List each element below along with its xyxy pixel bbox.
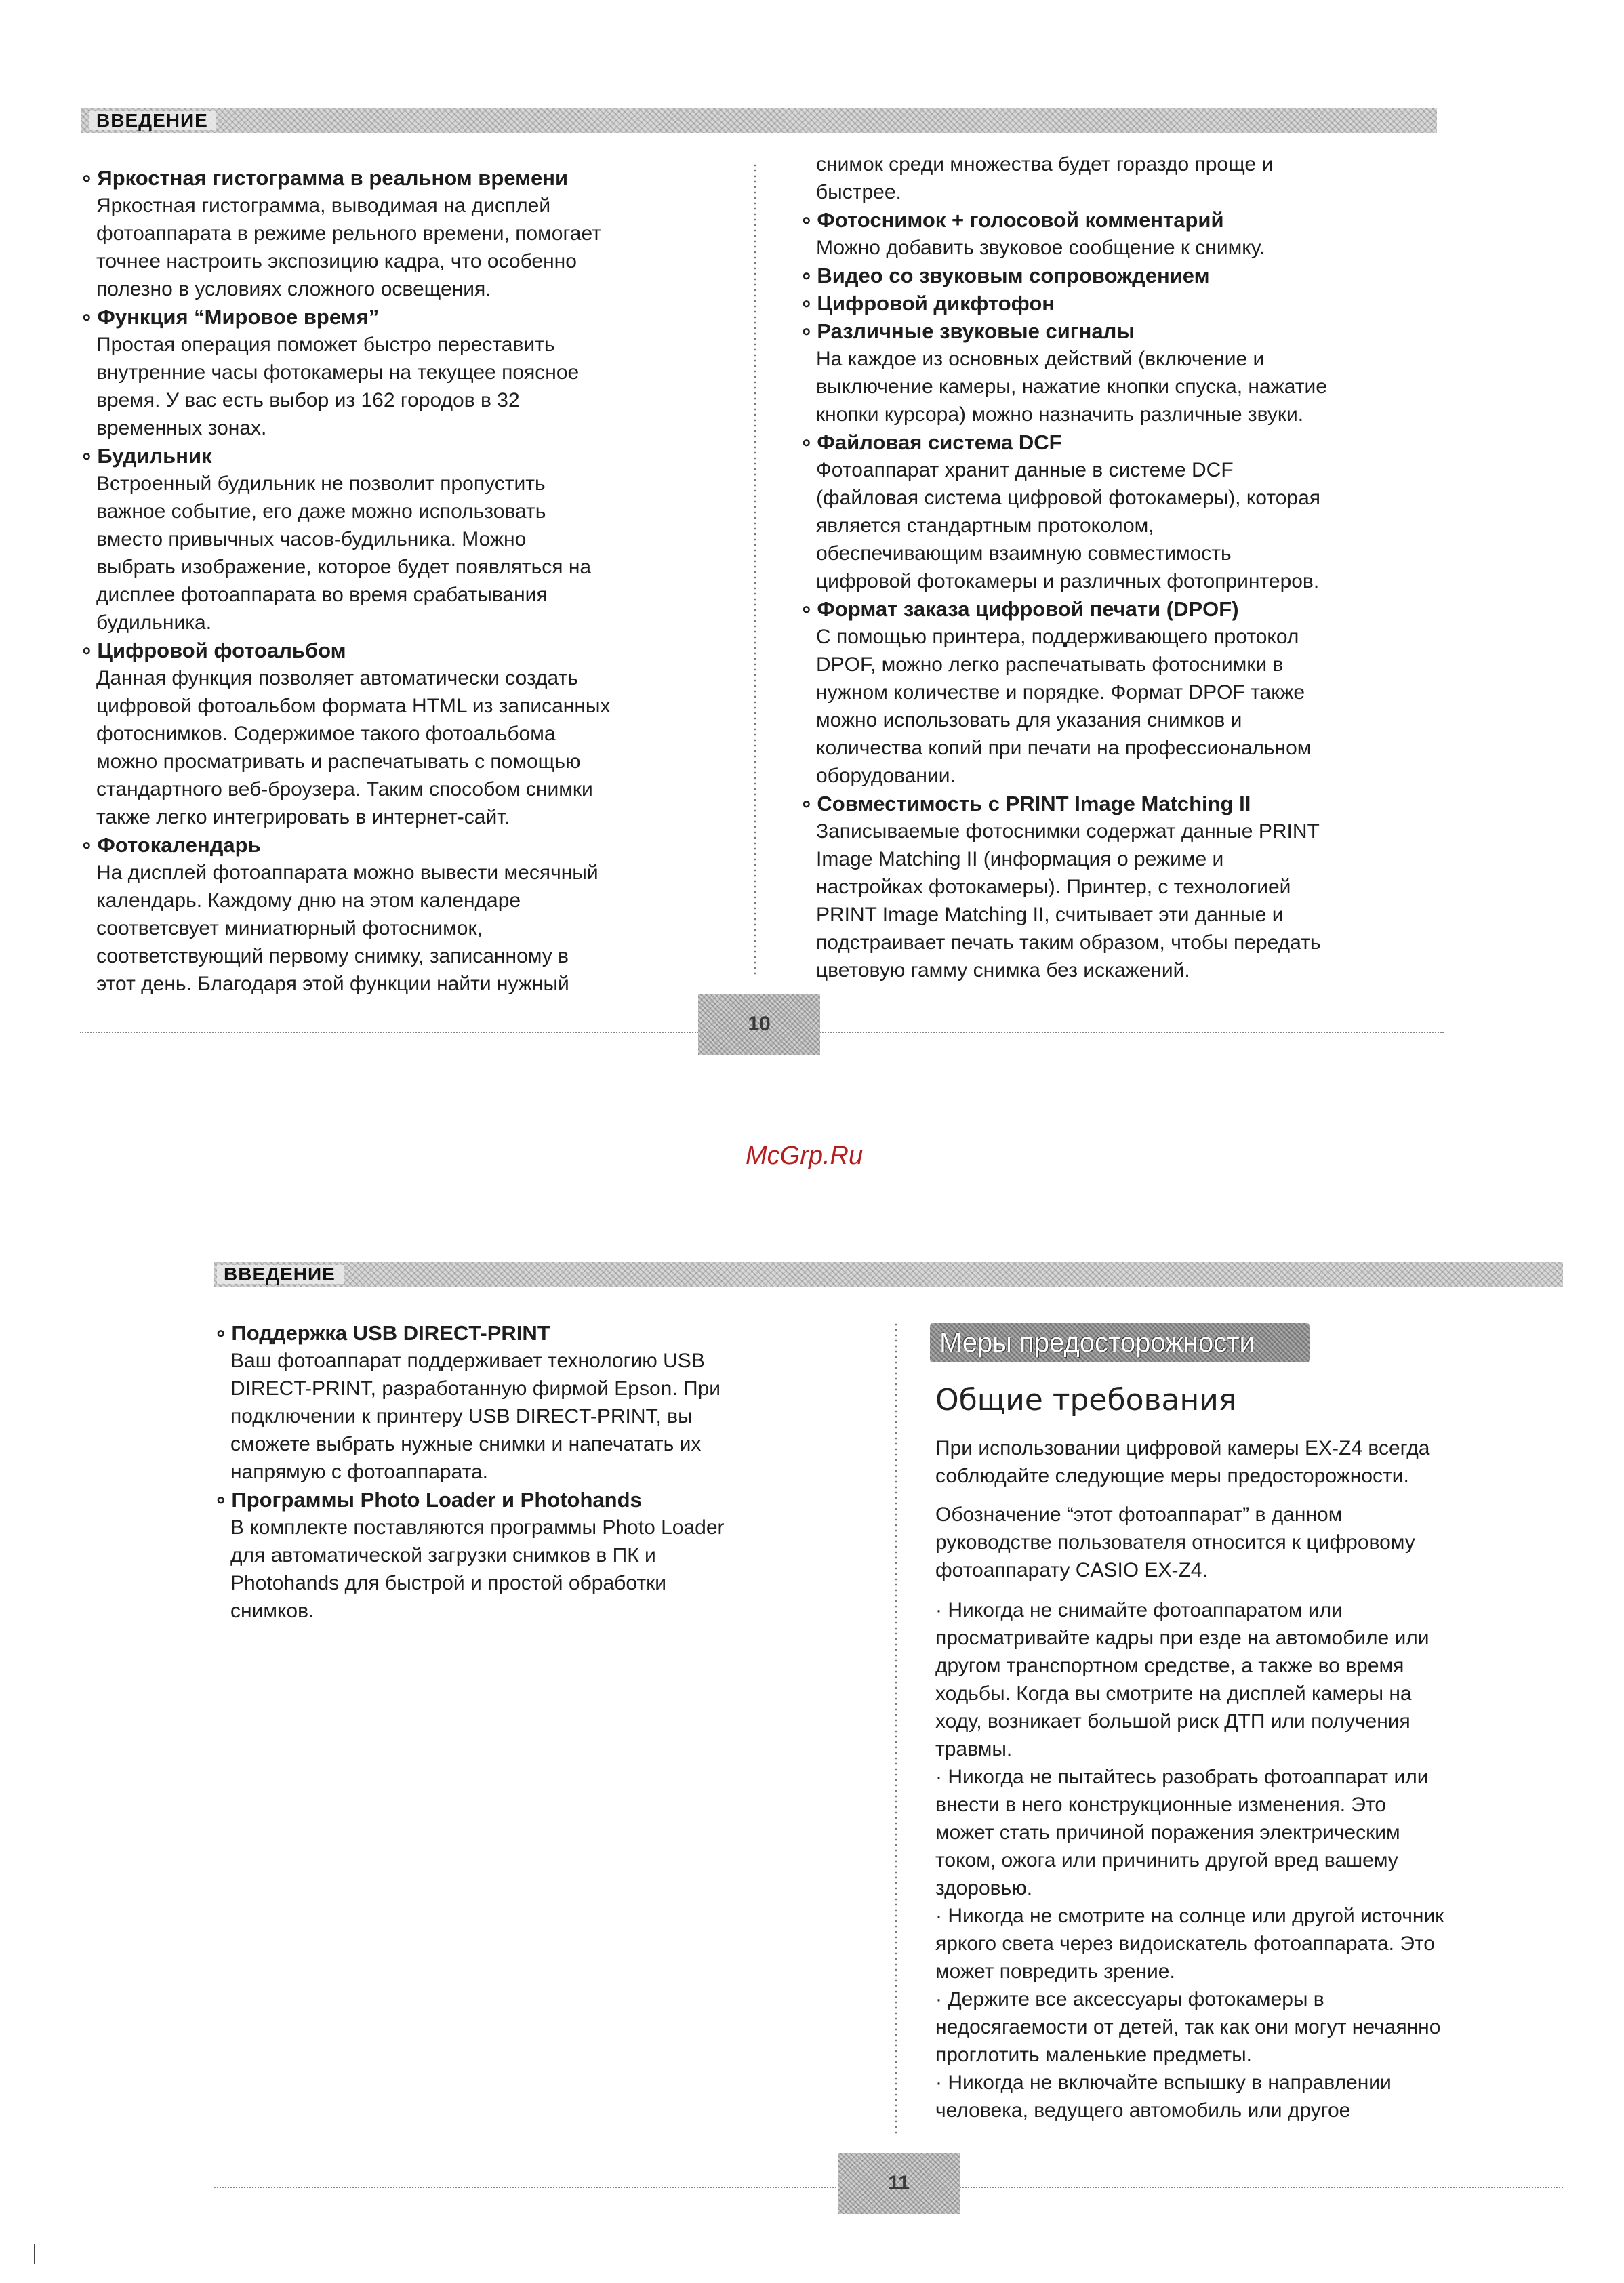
feature-text: На каждое из основных действий (включение и bbox=[816, 348, 1265, 370]
safety-bullet-text: яркого света через видоискатель фотоаппарата. Это bbox=[935, 1933, 1435, 1955]
feature-text: Записываемые фотоснимки содержат данные PRINT bbox=[816, 820, 1320, 843]
safety-bullet-text: проглотить маленькие предметы. bbox=[935, 2044, 1252, 2066]
feature-text: полезно в условиях сложного освещения. bbox=[96, 278, 491, 300]
feature-text: дисплее фотоаппарата во время срабатывания bbox=[96, 584, 548, 606]
feature-text: (файловая система цифровой фотокамеры), которая bbox=[816, 487, 1321, 509]
intro-text: соблюдайте следующие меры предосторожности. bbox=[935, 1465, 1409, 1487]
feature-text: также легко интегрировать в интернет-сайт. bbox=[96, 806, 510, 828]
page2-column-divider bbox=[892, 1322, 900, 2135]
feature-text: DIRECT-PRINT, разработанную фирмой Epson. При bbox=[230, 1377, 721, 1400]
feature-heading: ∘ Поддержка USB DIRECT-PRINT bbox=[214, 1319, 885, 1347]
page2-right-column bbox=[935, 1434, 1586, 2124]
feature-heading: ∘ Будильник bbox=[80, 442, 724, 470]
safety-bullet-text: травмы. bbox=[935, 1738, 1013, 1760]
feature-text: является стандартным протоколом, bbox=[816, 514, 1154, 537]
page1-column-divider bbox=[751, 163, 759, 976]
safety-bullet-text: током, ожога или причинить другой вред вашему bbox=[935, 1849, 1398, 1872]
safety-bullet-text: внести в него конструкционные изменения. Это bbox=[935, 1794, 1387, 1816]
safety-section-title: Меры предосторожности bbox=[930, 1323, 1310, 1362]
page1-header-title: ВВЕДЕНИЕ bbox=[89, 111, 216, 130]
safety-bullet: · Никогда не снимайте фотоаппаратом или bbox=[935, 1599, 1343, 1621]
safety-bullet-text: может стать причиной поражения электрическим bbox=[935, 1821, 1400, 1844]
feature-text: календарь. Каждому дню на этом календаре bbox=[96, 889, 521, 912]
feature-text: выбрать изображение, которое будет появляться на bbox=[96, 556, 592, 578]
intro-text: руководстве пользователя относится к цифровому bbox=[935, 1531, 1415, 1554]
feature-text: кнопки курсора) можно назначить различные звуки. bbox=[816, 403, 1304, 426]
page2-page-number: 11 bbox=[838, 2153, 960, 2214]
feature-text: На дисплей фотоаппарата можно вывести месячный bbox=[96, 862, 598, 884]
feature-text: фотоаппарата в режиме рельного времени, помогает bbox=[96, 222, 601, 245]
feature-text: настройках фотокамеры). Принтер, с технологией bbox=[816, 876, 1291, 898]
feature-text: соответсвует миниатюрный фотоснимок, bbox=[96, 917, 483, 940]
feature-text: фотоснимков. Содержимое такого фотоальбома bbox=[96, 723, 556, 745]
feature-heading: ∘ Функция “Мировое время” bbox=[80, 303, 724, 331]
feature-text: подстраивает печать таким образом, чтобы передать bbox=[816, 931, 1321, 954]
feature-text: Встроенный будильник не позволит пропустить bbox=[96, 472, 546, 495]
feature-text: соответствующий первому снимку, записанному в bbox=[96, 945, 569, 967]
feature-text: снимок среди множества будет гораздо проще и bbox=[816, 153, 1274, 176]
feature-text: подключении к принтеру USB DIRECT-PRINT, вы bbox=[230, 1405, 693, 1428]
feature-text: PRINT Image Matching II, считывает эти данные и bbox=[816, 904, 1284, 926]
feature-text: цифровой фотоальбом формата HTML из записанных bbox=[96, 695, 611, 717]
safety-bullet: · Держите все аксессуары фотокамеры в bbox=[935, 1988, 1324, 2011]
intro-text: Обозначение “этот фотоаппарат” в данном bbox=[935, 1503, 1343, 1526]
feature-text: можно просматривать и распечатывать с помощью bbox=[96, 750, 581, 773]
safety-bullet-text: человека, ведущего автомобиль или другое bbox=[935, 2099, 1351, 2122]
feature-text: снимков. bbox=[230, 1600, 314, 1622]
feature-text: вместо привычных часов-будильника. Можно bbox=[96, 528, 527, 550]
feature-text: обеспечивающим взаимную совместимость bbox=[816, 542, 1232, 565]
page1-right-column bbox=[800, 150, 1464, 984]
feature-text: Данная функция позволяет автоматически создать bbox=[96, 667, 578, 689]
feature-text: сможете выбрать нужные снимки и напечатать их bbox=[230, 1433, 702, 1455]
feature-text: Фотоаппарат хранит данные в системе DCF bbox=[816, 459, 1234, 481]
page2-header-title: ВВЕДЕНИЕ bbox=[217, 1265, 344, 1284]
feature-heading: ∘ Цифровой дикфтофон bbox=[800, 289, 1464, 317]
feature-text: Image Matching II (информация о режиме и bbox=[816, 848, 1224, 870]
feature-text: точнее настроить экспозицию кадра, что особенно bbox=[96, 250, 577, 272]
feature-text: время. У вас есть выбор из 162 городов в 32 bbox=[96, 389, 520, 411]
feature-heading: ∘ Яркостная гистограмма в реальном времени bbox=[80, 164, 724, 192]
feature-heading: ∘ Видео со звуковым сопровождением bbox=[800, 262, 1464, 289]
feature-text: важное событие, его даже можно использовать bbox=[96, 500, 546, 523]
feature-heading: ∘ Совместимость с PRINT Image Matching II bbox=[800, 790, 1464, 817]
feature-heading: ∘ Цифровой фотоальбом bbox=[80, 637, 724, 664]
feature-text: напрямую с фотоаппарата. bbox=[230, 1461, 489, 1483]
feature-heading: ∘ Программы Photo Loader и Photohands bbox=[214, 1486, 885, 1514]
feature-text: быстрее. bbox=[816, 181, 901, 203]
feature-text: оборудовании. bbox=[816, 765, 956, 787]
feature-text: можно использовать для указания снимков и bbox=[816, 709, 1242, 731]
feature-heading: ∘ Формат заказа цифровой печати (DPOF) bbox=[800, 595, 1464, 623]
feature-text: Простая операция поможет быстро переставить bbox=[96, 334, 555, 356]
feature-text: для автоматической загрузки снимков в ПК и bbox=[230, 1544, 656, 1567]
feature-text: цифровой фотокамеры и различных фотопринтеров. bbox=[816, 570, 1320, 592]
page1-left-column bbox=[80, 164, 724, 998]
feature-heading: ∘ Фотоснимок + голосовой комментарий bbox=[800, 206, 1464, 234]
safety-bullet-text: здоровью. bbox=[935, 1877, 1033, 1899]
page2-header-bar bbox=[214, 1262, 1563, 1287]
feature-text: цветовую гамму снимка без искажений. bbox=[816, 959, 1190, 982]
safety-bullet: · Никогда не пытайтесь разобрать фотоаппарат или bbox=[935, 1766, 1429, 1788]
safety-bullet-text: просматривайте кадры при езде на автомобиле или bbox=[935, 1627, 1429, 1649]
feature-text: Можно добавить звуковое сообщение к снимку. bbox=[816, 237, 1265, 259]
feature-heading: ∘ Фотокалендарь bbox=[80, 831, 724, 859]
safety-bullet-text: ходьбы. Когда вы смотрите на дисплей камеры на bbox=[935, 1682, 1412, 1705]
page1-header-bar bbox=[81, 108, 1437, 133]
feature-text: этот день. Благодаря этой функции найти нужный bbox=[96, 973, 569, 995]
feature-text: Photohands для быстрой и простой обработки bbox=[230, 1572, 666, 1594]
watermark: McGrp.Ru bbox=[746, 1142, 864, 1170]
feature-text: количества копий при печати на профессиональном bbox=[816, 737, 1312, 759]
feature-text: временных зонах. bbox=[96, 417, 267, 439]
intro-text: фотоаппарату CASIO EX-Z4. bbox=[935, 1559, 1208, 1581]
safety-bullet-text: другом транспортном средстве, а также во время bbox=[935, 1655, 1404, 1677]
feature-heading: ∘ Различные звуковые сигналы bbox=[800, 317, 1464, 345]
feature-text: Яркостная гистограмма, выводимая на дисплей bbox=[96, 195, 551, 217]
feature-text: Ваш фотоаппарат поддерживает технологию USB bbox=[230, 1350, 705, 1372]
feature-text: внутренние часы фотокамеры на текущее поясное bbox=[96, 361, 580, 384]
safety-bullet: · Никогда не включайте вспышку в направлении bbox=[935, 2072, 1392, 2094]
feature-text: нужном количестве и порядке. Формат DPOF также bbox=[816, 681, 1305, 704]
safety-bullet-text: ходу, возникает большой риск ДТП или получения bbox=[935, 1710, 1410, 1733]
safety-bullet-text: недосягаемости от детей, так как они могут нечаянно bbox=[935, 2016, 1441, 2038]
intro-text: При использовании цифровой камеры EX-Z4 всегда bbox=[935, 1437, 1430, 1459]
feature-heading: ∘ Файловая система DCF bbox=[800, 428, 1464, 456]
safety-bullet-text: может повредить зрение. bbox=[935, 1960, 1175, 1983]
feature-text: стандартного веб-броузера. Таким способом снимки bbox=[96, 778, 593, 801]
feature-text: выключение камеры, нажатие кнопки спуска, нажатие bbox=[816, 376, 1327, 398]
safety-bullet: · Никогда не смотрите на солнце или другой источник bbox=[935, 1905, 1444, 1927]
feature-text: DPOF, можно легко распечатывать фотоснимки в bbox=[816, 653, 1284, 676]
scan-edge-mark bbox=[34, 2244, 35, 2264]
general-requirements-title: Общие требования bbox=[935, 1383, 1237, 1417]
feature-text: В комплекте поставляются программы Photo Loader bbox=[230, 1516, 725, 1539]
feature-text: будильника. bbox=[96, 611, 212, 634]
page2-left-column bbox=[214, 1319, 885, 1625]
feature-text: С помощью принтера, поддерживающего протокол bbox=[816, 626, 1299, 648]
page1-page-number: 10 bbox=[698, 994, 820, 1055]
